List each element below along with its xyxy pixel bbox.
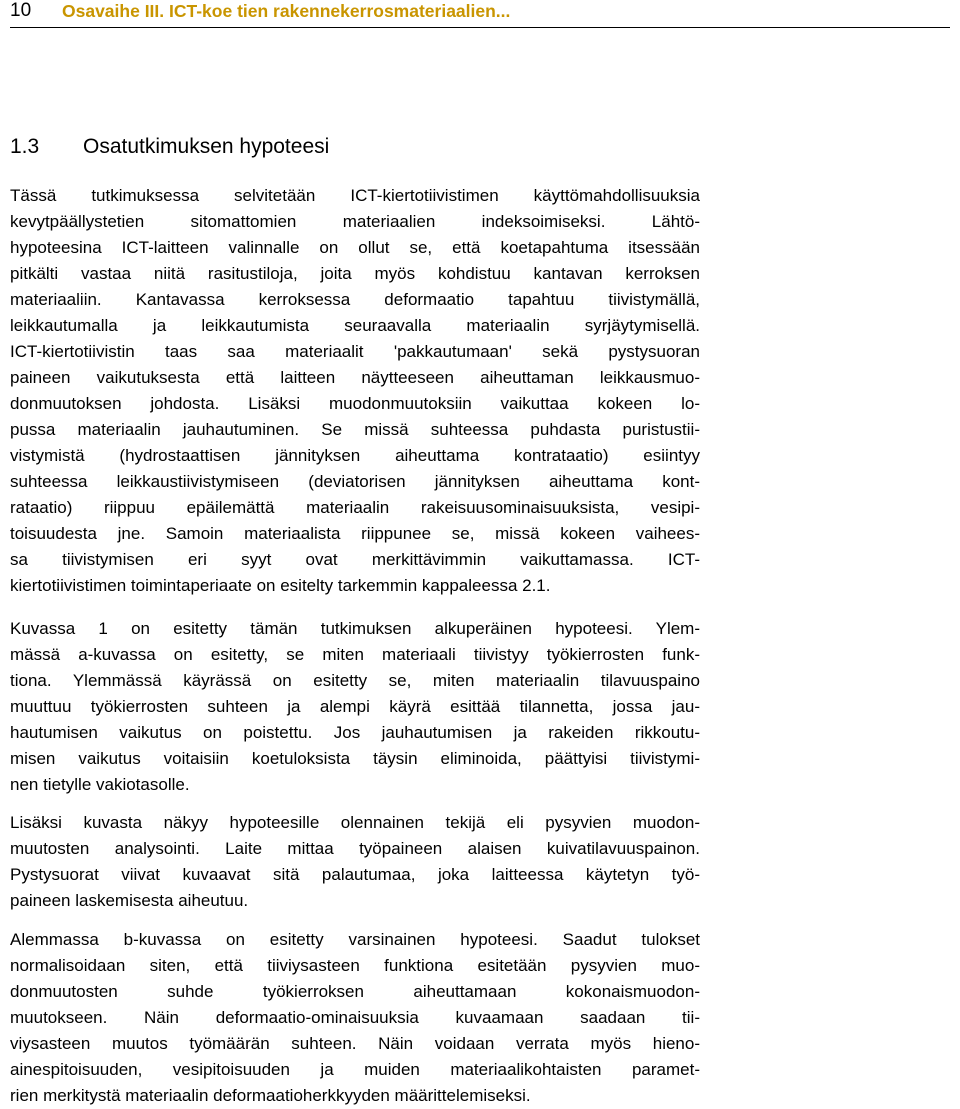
text-line: materiaaliin. Kantavassa kerroksessa deformaatio tapahtuu tiivistymällä, — [10, 290, 700, 309]
section-heading — [10, 134, 329, 160]
section-number: 1.3 — [10, 135, 40, 158]
text-line: muuttuu työkierrosten suhteen ja alempi käyrä esittää tilannetta, jossa jau- — [10, 697, 700, 716]
text-line: Pystysuorat viivat kuvaavat sitä palautumaa, joka laitteessa käytetyn työ- — [10, 865, 700, 884]
text-line: muutokseen. Näin deformaatio-ominaisuuksia kuvaamaan saadaan tii- — [10, 1008, 700, 1027]
text-line: Kuvassa 1 on esitetty tämän tutkimuksen alkuperäinen hypoteesi. Ylem- — [10, 619, 700, 638]
text-line: paineen laskemisesta aiheutuu. — [10, 891, 249, 910]
text-line: tiona. Ylemmässä käyrässä on esitetty se, miten materiaalin tilavuuspaino — [10, 671, 700, 690]
text-line: ICT-kiertotiivistin taas saa materiaalit 'pakkautumaan' sekä pystysuoran — [10, 342, 700, 361]
text-line: pitkälti vastaa niitä rasitustiloja, joita myös kohdistuu kantavan kerroksen — [10, 264, 700, 283]
text-line: donmuutosten suhde työkierroksen aiheuttamaan kokonaismuodon- — [10, 982, 700, 1001]
text-line: rien merkitystä materiaalin deformaatioherkkyyden määrittelemiseksi. — [10, 1086, 531, 1105]
text-line: donmuutoksen johdosta. Lisäksi muodonmuutoksiin vaikuttaa kokeen lo- — [10, 394, 700, 413]
paragraph-3 — [10, 810, 700, 914]
text-line: Tässä tutkimuksessa selvitetään ICT-kiertotiivistimen käyttömahdollisuuksia — [10, 186, 700, 205]
page-header — [0, 0, 960, 40]
text-line: muutosten analysointi. Laite mittaa työpaineen alaisen kuivatilavuuspainon. — [10, 839, 700, 858]
section-title: Osatutkimuksen hypoteesi — [83, 135, 330, 158]
text-line: hypoteesina ICT-laitteen valinnalle on ollut se, että koetapahtuma itsessään — [10, 238, 700, 257]
text-line: leikkautumalla ja leikkautumista seuraavalla materiaalin syrjäytymisellä. — [10, 316, 700, 335]
text-line: kiertotiivistimen toimintaperiaate on esitelty tarkemmin kappaleessa 2.1. — [10, 576, 551, 595]
text-line: suhteessa leikkaustiivistymiseen (deviatorisen jännityksen aiheuttama kont- — [10, 472, 700, 491]
text-line: kevytpäällystetien sitomattomien materiaalien indeksoimiseksi. Lähtö- — [10, 212, 700, 231]
header-rule — [10, 27, 950, 28]
text-line: nen tietylle vakiotasolle. — [10, 775, 190, 794]
text-line: mässä a-kuvassa on esitetty, se miten materiaali tiivistyy työkierrosten funk- — [10, 645, 700, 664]
text-line: hautumisen vaikutus on poistettu. Jos jauhautumisen ja rakeiden rikkoutu- — [10, 723, 700, 742]
text-line: pussa materiaalin jauhautuminen. Se missä suhteessa puhdasta puristustii- — [10, 420, 700, 439]
text-line: normalisoidaan siten, että tiiviysasteen funktiona esitetään pysyvien muo- — [10, 956, 700, 975]
text-line: toisuudesta jne. Samoin materiaalista riippunee se, missä kokeen vaihees- — [10, 524, 700, 543]
paragraph-1 — [10, 183, 700, 599]
page-number: 10 — [10, 0, 32, 21]
text-line: paineen vaikutuksesta että laitteen näytteeseen aiheuttaman leikkausmuo- — [10, 368, 700, 387]
text-line: viysasteen muutos työmäärän suhteen. Näin voidaan verrata myös hieno- — [10, 1034, 700, 1053]
paragraph-4 — [10, 927, 700, 1109]
text-line: misen vaikutus voitaisiin koetuloksista täysin eliminoida, päättyisi tiivistymi- — [10, 749, 700, 768]
running-title: Osavaihe III. ICT-koe tien rakennekerrosmateriaalien... — [62, 1, 511, 21]
text-line: rataatio) riippuu epäilemättä materiaalin rakeisuusominaisuuksista, vesipi- — [10, 498, 700, 517]
paragraph-2 — [10, 616, 700, 798]
text-line: Alemmassa b-kuvassa on esitetty varsinainen hypoteesi. Saadut tulokset — [10, 930, 700, 949]
text-line: sa tiivistymisen eri syyt ovat merkittävimmin vaikuttamassa. ICT- — [10, 550, 700, 569]
text-line: ainespitoisuuden, vesipitoisuuden ja muiden materiaalikohtaisten paramet- — [10, 1060, 700, 1079]
text-line: Lisäksi kuvasta näkyy hypoteesille olennainen tekijä eli pysyvien muodon- — [10, 813, 700, 832]
text-line: vistymistä (hydrostaattisen jännityksen aiheuttama kontrataatio) esiintyy — [10, 446, 700, 465]
